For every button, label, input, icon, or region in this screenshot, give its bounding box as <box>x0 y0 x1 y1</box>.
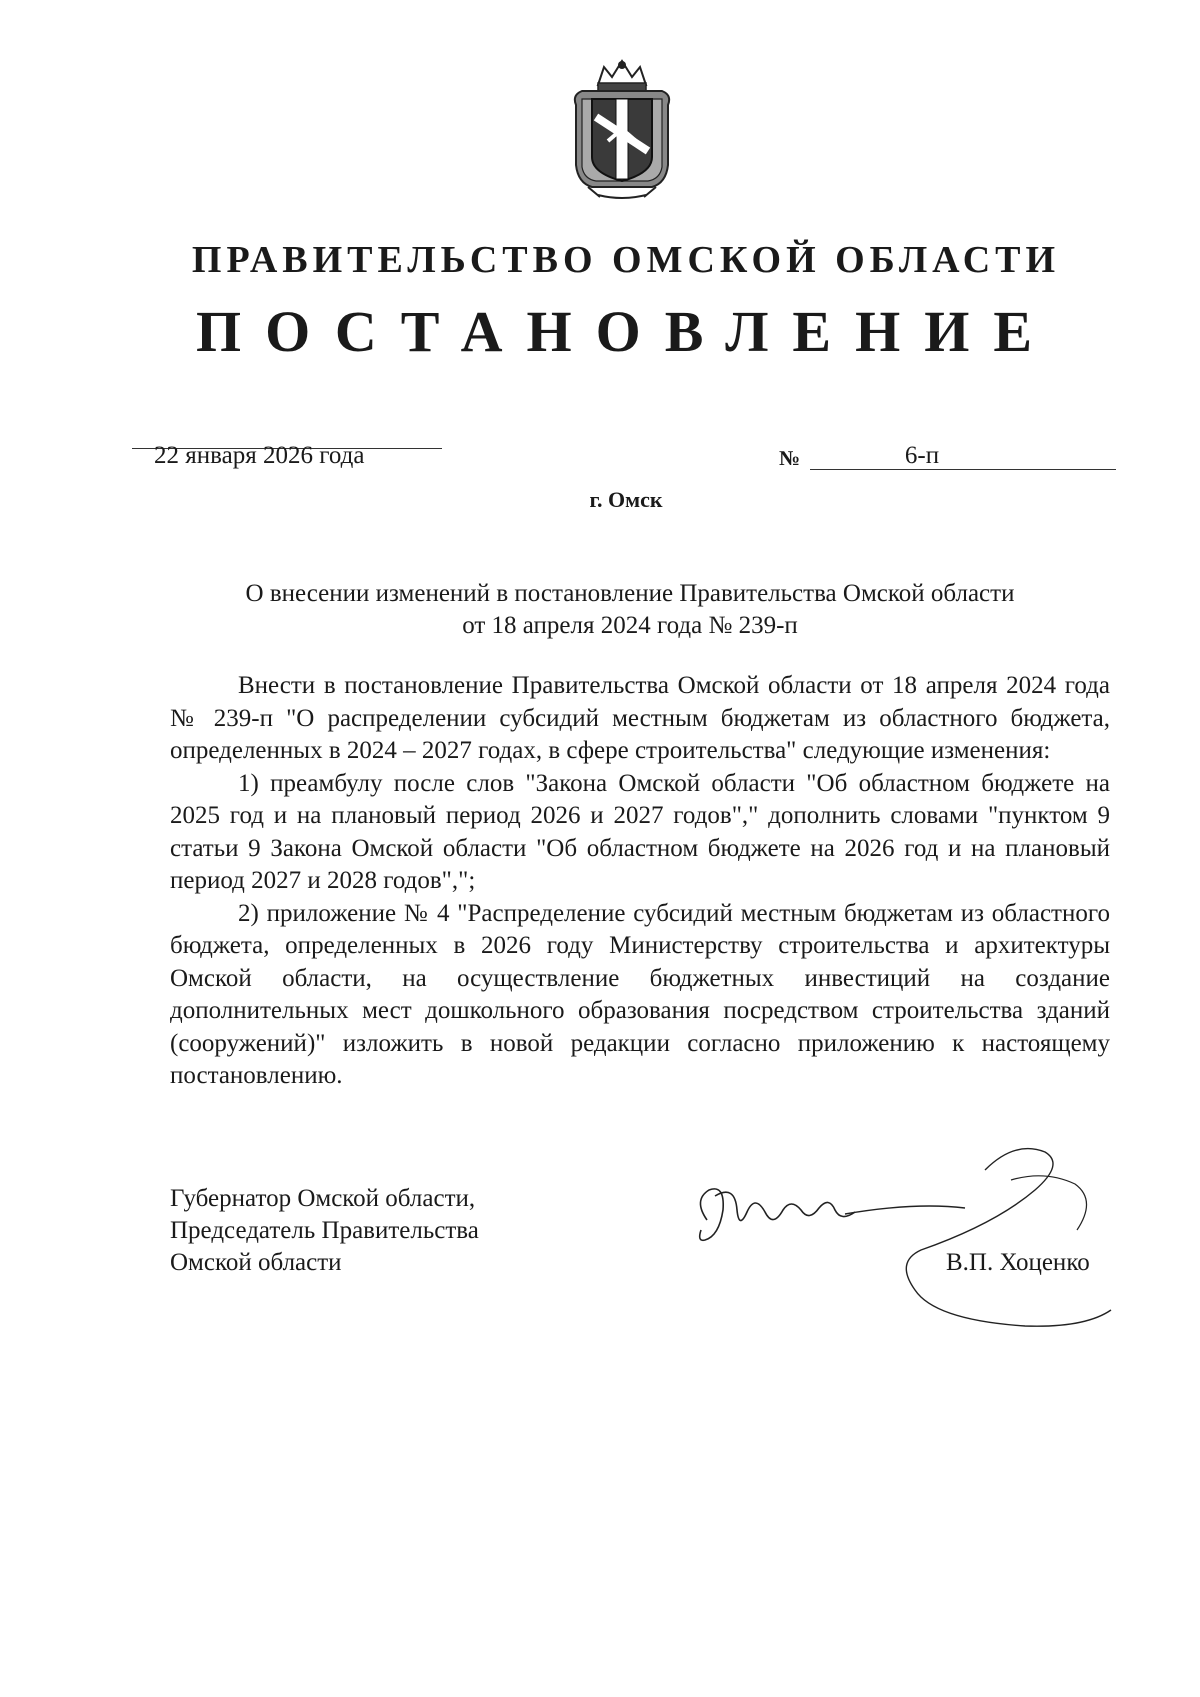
body-item-2: 2) приложение № 4 "Распределение субсидий местным бюджетам из областного бюджета, определенных в 2026 году Министерству строительства и архитектуры Омской области, на осуществление бюджетных инвестиций на создание дополнительных мест дошкольного образования посредством строительства зданий (сооружений)" изложить в новой редакции согласно приложению к настоящему постановлению. <box>170 899 1110 1089</box>
signatory-position-line-3: Омской области <box>170 1249 342 1276</box>
document-title-line-2: от 18 апреля 2024 года № 239-п <box>462 612 798 639</box>
handwritten-signature <box>685 1140 1115 1340</box>
number-label: № <box>779 446 801 470</box>
document-number <box>810 443 1116 468</box>
document-title <box>170 578 1090 642</box>
signatory-position <box>170 1183 479 1279</box>
organization-title: ПРАВИТЕЛЬСТВО ОМСКОЙ ОБЛАСТИ <box>191 239 1061 281</box>
signatory-name: В.П. Хоценко <box>946 1249 1090 1276</box>
signatory-position-line-1: Губернатор Омской области, <box>170 1185 476 1212</box>
body-item-1: 1) преамбулу после слов "Закона Омской области "Об областном бюджете на 2025 год и на плановый период 2026 и 2027 годов"," дополнить словами "пунктом 9 статьи 9 Закона Омской области "Об областном бюджете на 2026 год и на плановый период 2027 и 2028 годов","; <box>170 769 1110 894</box>
document-title-line-1: О внесении изменений в постановление Правительства Омской области <box>245 580 1015 607</box>
document-body <box>170 670 1110 1093</box>
omsk-coat-of-arms-icon <box>568 55 676 200</box>
document-city: г. Омск <box>589 487 663 512</box>
document-date: 22 января 2026 года <box>154 442 365 469</box>
signatory-position-line-2: Председатель Правительства <box>170 1217 479 1244</box>
body-intro-paragraph: Внести в постановление Правительства Омской области от 18 апреля 2024 года № 239-п "О распределении субсидий местным бюджетам из областного бюджета, определенных в 2024 – 2027 годах, в сфере строительства" следующие изменения: <box>170 672 1110 764</box>
document-type-title: ПОСТАНОВЛЕНИЕ <box>195 299 1057 364</box>
number-underline <box>810 469 1116 470</box>
document-number-value: 6-п <box>904 442 940 469</box>
